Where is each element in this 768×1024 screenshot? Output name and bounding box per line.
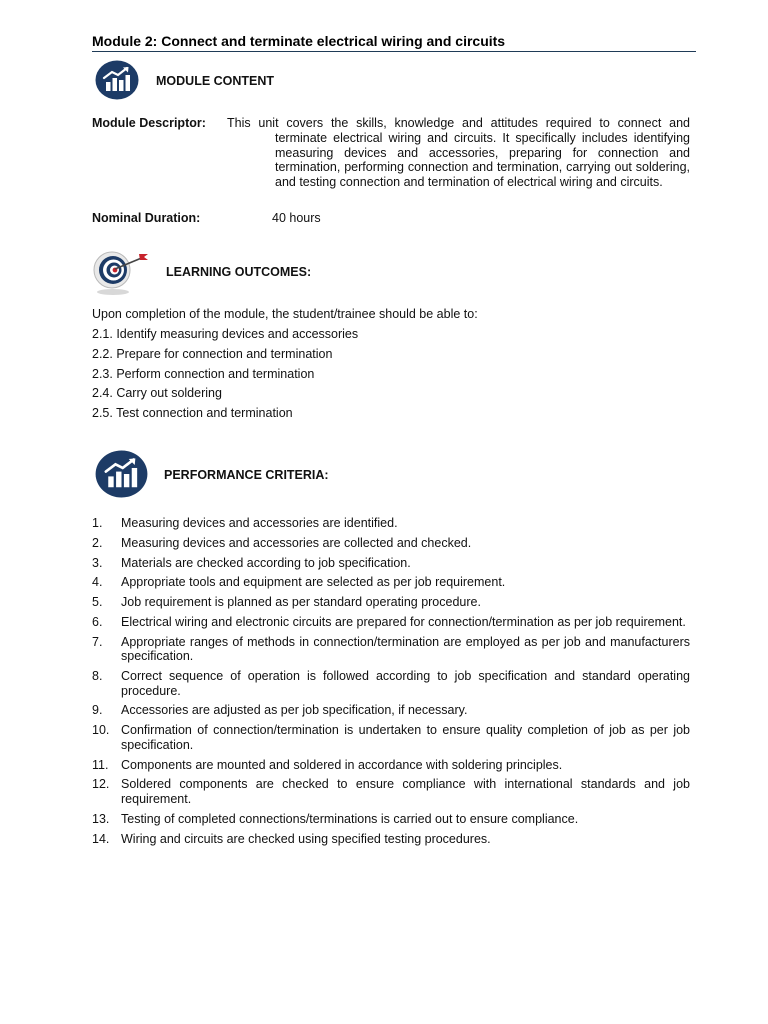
- duration-label: Nominal Duration:: [92, 211, 201, 225]
- list-item: [92, 516, 690, 531]
- item-number: 10.: [92, 723, 110, 738]
- list-item: [92, 832, 690, 847]
- item-number: 14.: [92, 831, 110, 846]
- chart-growth-icon: [95, 60, 139, 100]
- list-item: [92, 758, 690, 773]
- learning-outcomes-intro: Upon completion of the module, the student/trainee should be able to:: [92, 307, 478, 321]
- descriptor-label: Module Descriptor:: [92, 116, 206, 130]
- duration-value: 40 hours: [272, 211, 321, 225]
- item-text: Appropriate tools and equipment are selected as per job requirement.: [121, 575, 506, 590]
- item-number: 13.: [92, 811, 110, 826]
- list-item: [92, 575, 690, 590]
- performance-criteria-heading: PERFORMANCE CRITERIA:: [164, 468, 329, 482]
- list-item: [92, 615, 690, 630]
- item-text: Accessories are adjusted as per job specification, if necessary.: [121, 703, 468, 718]
- item-number: 6.: [92, 614, 103, 629]
- item-text: Electrical wiring and electronic circuits are prepared for connection/termination as per job requirement.: [121, 614, 686, 629]
- item-text: Soldered components are checked to ensure compliance with international standards and job requirement.: [121, 777, 690, 806]
- list-item: 2.2. Prepare for connection and termination: [92, 346, 333, 361]
- item-number: 2.: [92, 535, 103, 550]
- module-content-heading: MODULE CONTENT: [156, 74, 275, 88]
- list-item: [92, 536, 690, 551]
- item-text: Job requirement is planned as per standard operating procedure.: [121, 595, 481, 610]
- list-item: [92, 703, 690, 718]
- item-number: 7.: [92, 634, 103, 649]
- item-number: 12.: [92, 777, 110, 792]
- item-text: Wiring and circuits are checked using specified testing procedures.: [121, 831, 491, 846]
- chart-growth-icon: [95, 449, 148, 499]
- descriptor-text-first-line: This unit covers the skills, knowledge and attitudes required to connect and: [227, 116, 690, 130]
- list-item: [92, 669, 690, 698]
- list-item: 2.1. Identify measuring devices and accessories: [92, 327, 359, 341]
- list-item: [92, 635, 690, 664]
- item-number: 4.: [92, 575, 103, 590]
- item-number: 11.: [92, 757, 109, 772]
- item-text: Measuring devices and accessories are identified.: [121, 516, 398, 530]
- item-number: 9.: [92, 703, 103, 718]
- item-text: Components are mounted and soldered in accordance with soldering principles.: [121, 757, 563, 772]
- list-item: 2.5. Test connection and termination: [92, 406, 293, 421]
- item-text: Correct sequence of operation is followed according to job specification and standard operating procedure.: [121, 669, 690, 698]
- item-number: 1.: [92, 516, 103, 530]
- target-icon: [92, 248, 152, 296]
- item-text: Materials are checked according to job specification.: [121, 555, 411, 570]
- item-number: 3.: [92, 555, 103, 570]
- list-item: [92, 556, 690, 571]
- list-item: [92, 812, 690, 827]
- learning-outcomes-list: [92, 327, 358, 426]
- list-item: [92, 595, 690, 610]
- item-text: Confirmation of connection/termination is undertaken to ensure quality completion of job as per job specification.: [121, 723, 690, 752]
- item-text: Testing of completed connections/terminations is carried out to ensure compliance.: [121, 811, 579, 826]
- descriptor-text: terminate electrical wiring and circuits. It specifically includes identifying measuring devices and accessories, preparing for connection and termination, performing connection and termination, carrying out soldering, and testing connection and termination of electrical wiring and circuits.: [275, 131, 690, 189]
- item-number: 8.: [92, 669, 103, 684]
- performance-criteria-list: [92, 516, 690, 851]
- learning-outcomes-heading: LEARNING OUTCOMES:: [166, 265, 312, 279]
- item-number: 5.: [92, 595, 103, 610]
- item-text: Appropriate ranges of methods in connection/termination are employed as per job and manufacturers specification.: [121, 634, 690, 664]
- list-item: 2.4. Carry out soldering: [92, 386, 222, 401]
- item-text: Measuring devices and accessories are collected and checked.: [121, 535, 472, 550]
- title-divider: [92, 51, 696, 52]
- page-title: Module 2: Connect and terminate electrical wiring and circuits: [92, 33, 506, 49]
- list-item: [92, 723, 690, 752]
- list-item: 2.3. Perform connection and termination: [92, 366, 315, 381]
- list-item: [92, 777, 690, 806]
